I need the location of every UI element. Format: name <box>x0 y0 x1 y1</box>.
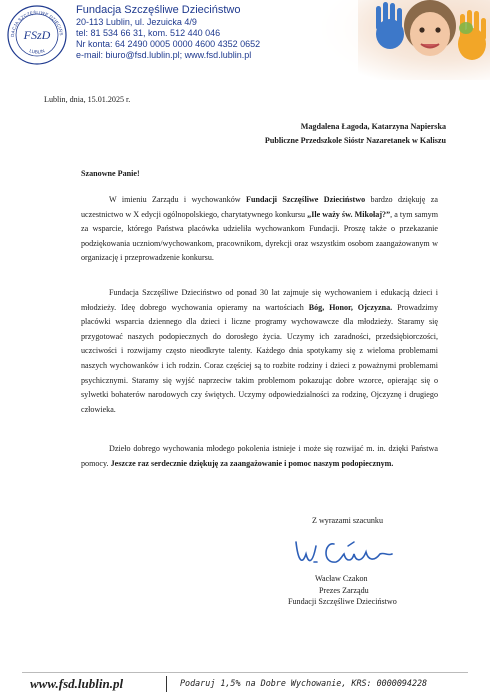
paragraph-thanks: W imieniu Zarządu i wychowanków Fundacji Szczęśliwe Dzieciństwo bardzo dziękuję za uczestnictwo w X edycji ogólnopolskiego, charytatywnego konkursu „Ile waży św. Mikołaj?”, a tym samym za wsparcie, którego Państwa placówka udzieliła wychowankom Fundacji. Proszę także o przekazanie podziękowania uczniom/wychowankom, pracownikom, dyrekcji oraz wszystkim osobom zaangażowanym w organizację i przeprowadzenie konkursu. <box>81 195 438 263</box>
footer-donation-note: Podaruj 1,5% na Dobre Wychowanie, KRS: 0000094228 <box>180 678 428 688</box>
org-name: Fundacja Szczęśliwe Dzieciństwo <box>76 4 241 16</box>
footer-separator <box>166 676 167 692</box>
logo-ring-text: DACJA SZCZĘŚLIWE DZIECIŃS <box>9 9 64 38</box>
recipient-name: Magdalena Łagoda, Katarzyna Napierska <box>300 122 446 131</box>
org-account: Nr konta: 64 2490 0005 0000 4600 4352 0652 <box>76 39 261 49</box>
paragraph-closing-thanks: Dzieło dobrego wychowania młodego pokolenia istnieje i może się rozwijać m. in. dzięki Państwa pomocy. Jeszcze raz serdecznie dziękuję za zaangażowanie i pomoc naszym podopiecznym. <box>81 444 438 468</box>
organization-details <box>76 4 260 61</box>
recipient-organization: Publiczne Przedszkole Sióstr Nazaretanek w Kaliszu <box>264 136 446 145</box>
logo-city: LUBLIN <box>28 48 46 55</box>
signer-title: Prezes Zarządu <box>319 585 369 595</box>
svg-text:LUBLIN <box>29 48 45 54</box>
org-address: 20-113 Lublin, ul. Jezuicka 4/9 <box>76 17 197 27</box>
signer-organization: Fundacji Szczęśliwe Dzieciństwo <box>288 597 397 606</box>
handwritten-signature <box>288 532 408 572</box>
logo-monogram: FSzD <box>23 28 51 42</box>
letter-date: Lublin, dnia, 15.01.2025 r. <box>44 95 131 104</box>
signer-name: Wacław Czakon <box>315 574 368 583</box>
paragraph-about-foundation: Fundacja Szczęśliwe Dzieciństwo od ponad 30 lat zajmuje się wychowaniem i edukacją dzieci i młodzieży. Ideę dobrego wychowania opieramy na wartościach Bóg, Honor, Ojczyzna. Prowadzimy placówki wsparcia dziennego dla dzieci i liczne programy wychowawcze dla młodzieży. Staramy się przygotować naszych podopiecznych do dorosłego życia. Uczymy ich zaradności, przedsiębiorczości, uczciwości i rozwijamy często nieodkryte talenty. Każdego dnia spotykamy się z wieloma problemami naszych wychowanków i ich rodzin. Coraz częściej są to rozbite rodziny i dzieci z poważnymi problemami psychicznymi. Staramy się wyjść naprzeciw takim problemom pokazując dobre wzorce, opierając się o sylwetki bohaterów narodowych czy świętych. Uczymy odpowiedzialności za rodzinę, Ojczyznę i drugiego człowieka. <box>81 288 438 414</box>
foundation-logo <box>6 4 68 66</box>
footer-website: www.fsd.lublin.pl <box>30 676 124 691</box>
letterhead <box>0 0 490 78</box>
signature-block <box>288 573 397 608</box>
child-painted-hands-photo <box>318 0 490 80</box>
salutation: Szanowne Panie! <box>81 169 140 178</box>
org-phone: tel: 81 534 66 31, kom. 512 440 046 <box>76 28 221 38</box>
closing-phrase: Z wyrazami szacunku <box>312 516 384 525</box>
footer-divider <box>22 672 468 673</box>
org-email: e-mail: biuro@fsd.lublin.pl; www.fsd.lublin.pl <box>76 50 252 60</box>
